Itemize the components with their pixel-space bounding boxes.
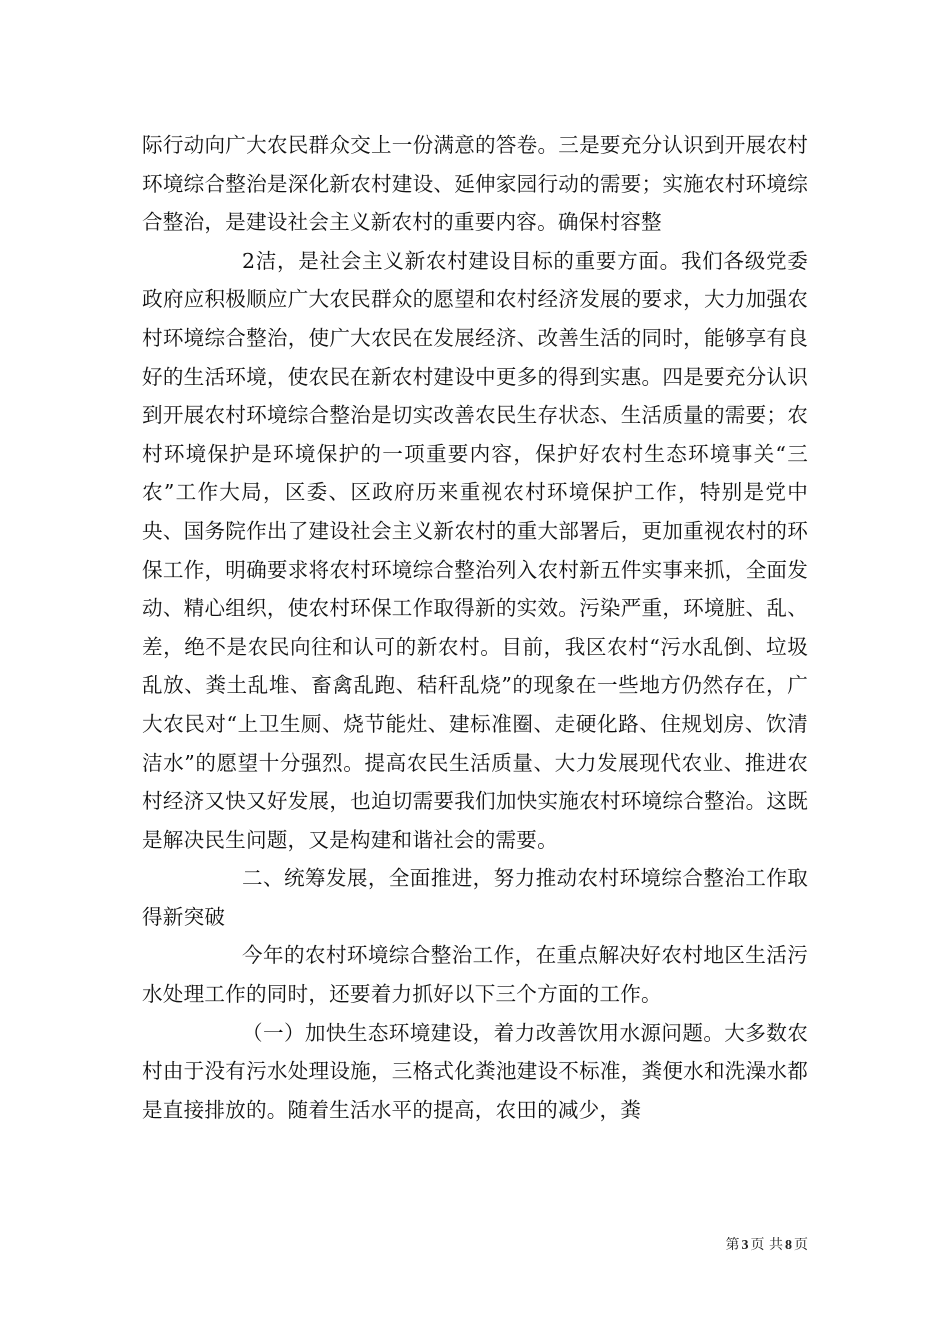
footer-suffix: 页 <box>794 1237 808 1253</box>
footer-total-pages: 8 <box>785 1238 792 1253</box>
page-footer <box>726 1236 808 1255</box>
paragraph-2: 2洁，是社会主义新农村建设目标的重要方面。我们各级党委政府应积极顺应广大农民群众的愿望和农村经济发展的要求，大力加强农村环境综合整治，使广大农民在发展经济、改善生活的同时，能够享有良好的生活环境，使农民在新农村建设中更多的得到实惠。四是要充分认识到开展农村环境综合整治是切实改善农民生存状态、生活质量的需要；农村环境保护是环境保护的一项重要内容，保护好农村生态环境事关“三农”工作大局，区委、区政府历来重视农村环境保护工作，特别是党中央、国务院作出了建设社会主义新农村的重大部署后，更加重视农村的环保工作，明确要求将农村环境综合整治列入农村新五件实事来抓，全面发动、精心组织，使农村环保工作取得新的实效。污染严重，环境脏、乱、差，绝不是农民向往和认可的新农村。目前，我区农村“污水乱倒、垃圾乱放、粪土乱堆、畜禽乱跑、秸秆乱烧”的现象在一些地方仍然存在，广大农民对“上卫生厕、烧节能灶、建标准圈、走硬化路、住规划房、饮清洁水”的愿望十分强烈。提高农民生活质量、大力发展现代农业、推进农村经济又快又好发展，也迫切需要我们加快实施农村环境综合整治。这既是解决民生问题，又是构建和谐社会的需要。 <box>142 248 808 852</box>
footer-prefix: 第 <box>725 1237 740 1253</box>
paragraph-continuation: 际行动向广大农民群众交上一份满意的答卷。三是要充分认识到开展农村环境综合整治是深化新农村建设、延伸家园行动的需要；实施农村环境综合整治，是建设社会主义新农村的重要内容。确保村容整 <box>142 133 808 235</box>
paragraph-subsection-1: （一）加快生态环境建设，着力改善饮用水源问题。大多数农村由于没有污水处理设施，三格式化粪池建设不标准，粪便水和洗澡水都是直接排放的。随着生活水平的提高，农田的减少，粪 <box>142 1020 808 1122</box>
paragraph-section-intro: 今年的农村环境综合整治工作，在重点解决好农村地区生活污水处理工作的同时，还要着力抓好以下三个方面的工作。 <box>142 943 808 1007</box>
footer-page-number: 3 <box>741 1238 749 1253</box>
section-heading-2: 二、统筹发展，全面推进，努力推动农村环境综合整治工作取得新突破 <box>142 866 808 929</box>
footer-middle: 页 共 <box>750 1237 783 1253</box>
body-text <box>142 126 808 1129</box>
